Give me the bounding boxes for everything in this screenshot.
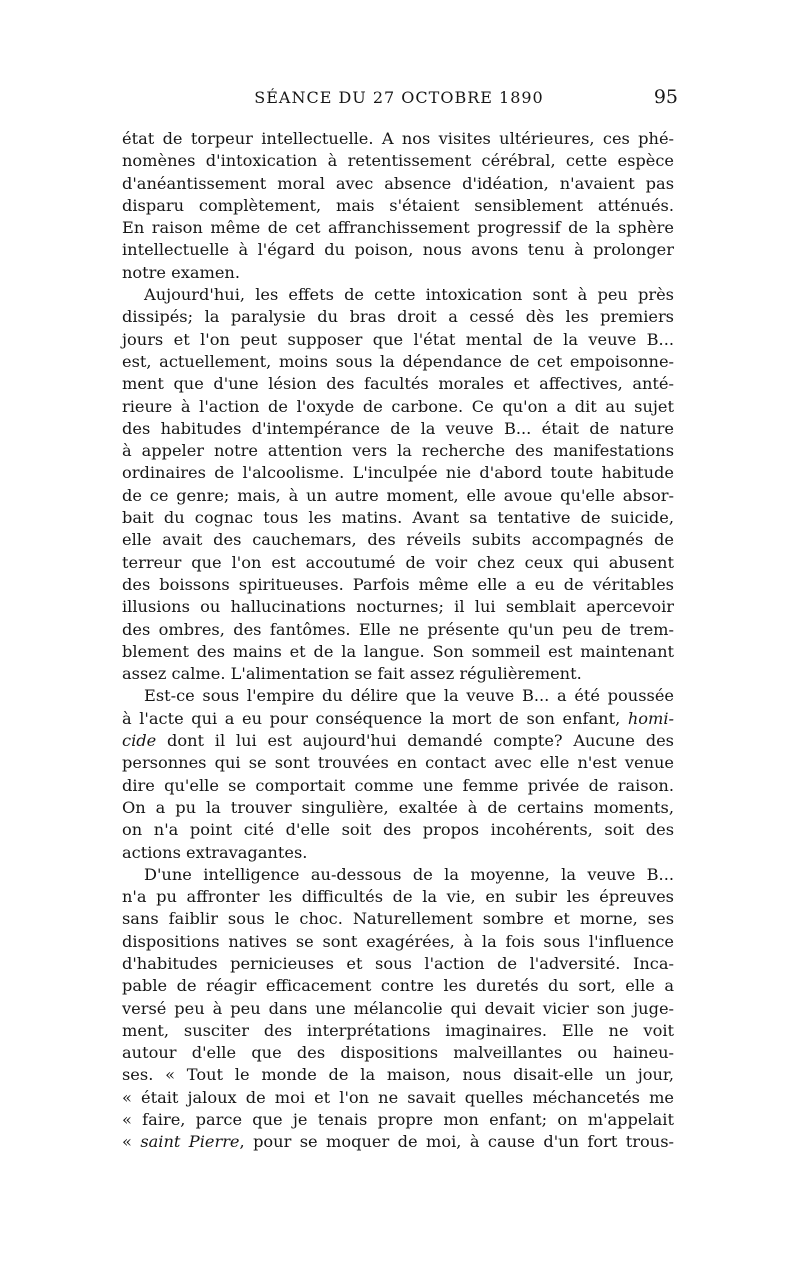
text-line-content: des habitudes d'intempérance de la veuve B... était de nature <box>122 418 674 438</box>
text-line <box>122 418 674 440</box>
text-line <box>122 619 674 641</box>
text-line <box>122 1020 674 1042</box>
text-line-content: pable de réagir efficacement contre les duretés du sort, elle a <box>122 976 674 996</box>
text-line <box>122 908 674 930</box>
text-line <box>122 1109 674 1131</box>
text-line-content: des ombres, des fantômes. Elle ne présente qu'un peu de trem- <box>122 619 674 639</box>
text-line-content: ment que d'une lésion des facultés morales et affectives, anté- <box>122 374 674 394</box>
italic-text: saint Pierre <box>140 1132 240 1152</box>
text-line <box>122 396 674 418</box>
italic-text: homi- <box>627 708 674 728</box>
text-line <box>122 953 674 975</box>
text-line <box>122 284 674 306</box>
text-line-content: n'a pu affronter les difficultés de la vie, en subir les épreuves <box>122 887 674 907</box>
text-line-content: notre examen. <box>122 262 240 282</box>
text-line <box>122 752 674 774</box>
text-line-content: ordinaires de l'alcoolisme. L'inculpée nie d'abord toute habitude <box>122 463 674 483</box>
text-line <box>122 440 674 462</box>
text-line-content: d'habitudes pernicieuses et sous l'action de l'adversité. Inca- <box>122 953 674 973</box>
text-line <box>122 485 674 507</box>
text-line <box>122 775 674 797</box>
text-line <box>122 998 674 1020</box>
text-line-content: disparu complètement, mais s'étaient sensiblement atténués. <box>122 195 674 215</box>
text-line-continuation: , pour se moquer de moi, à cause d'un fort trous- <box>239 1132 674 1152</box>
text-line-content: Aujourd'hui, les effets de cette intoxication sont à peu près <box>144 285 674 305</box>
text-line-content: terreur que l'on est accoutumé de voir chez ceux qui abusent <box>122 552 674 572</box>
text-line-content: jours et l'on peut supposer que l'état mental de la veuve B... <box>122 329 674 349</box>
text-line-content: dissipés; la paralysie du bras droit a cessé dès les premiers <box>122 307 674 327</box>
italic-text: cide <box>122 731 157 751</box>
text-line <box>122 842 674 864</box>
text-line <box>122 708 674 730</box>
running-head: SÉANCE DU 27 OCTOBRE 1890 <box>254 88 544 107</box>
text-line-content: nomènes d'intoxication à retentissement cérébral, cette espèce <box>122 151 674 171</box>
text-line <box>122 262 674 284</box>
text-line-content: on n'a point cité d'elle soit des propos incohérents, soit des <box>122 820 674 840</box>
text-line <box>122 975 674 997</box>
body-text <box>122 128 674 1154</box>
text-line-content: blement des mains et de la langue. Son sommeil est maintenant <box>122 641 674 661</box>
text-line <box>122 217 674 239</box>
text-line-content: bait du cognac tous les matins. Avant sa tentative de suicide, <box>122 508 674 528</box>
text-line <box>122 641 674 663</box>
text-line-content: à l'acte qui a eu pour conséquence la mort de son enfant, <box>122 708 628 728</box>
text-line-content: de ce genre; mais, à un autre moment, elle avoue qu'elle absor- <box>122 485 674 505</box>
text-line <box>122 150 674 172</box>
text-line-continuation: dont il lui est aujourd'hui demandé compte? Aucune des <box>156 731 674 751</box>
text-line <box>122 462 674 484</box>
text-line-content: « était jaloux de moi et l'on ne savait quelles méchancetés me <box>122 1087 674 1107</box>
text-line-content: assez calme. L'alimentation se fait assez régulièrement. <box>122 664 582 684</box>
text-line-content: des boissons spiritueuses. Parfois même elle a eu de véritables <box>122 574 674 594</box>
text-line <box>122 574 674 596</box>
text-line <box>122 329 674 351</box>
text-line-content: ment, susciter des interprétations imaginaires. Elle ne voit <box>122 1020 674 1040</box>
text-line <box>122 173 674 195</box>
text-line <box>122 864 674 886</box>
text-line <box>122 819 674 841</box>
text-line-content: D'une intelligence au-dessous de la moyenne, la veuve B... <box>144 864 674 884</box>
text-line <box>122 529 674 551</box>
text-line-content: « faire, parce que je tenais propre mon enfant; on m'appelait <box>122 1110 674 1130</box>
text-line-content: à appeler notre attention vers la recherche des manifestations <box>122 441 674 461</box>
text-line <box>122 1064 674 1086</box>
text-line-content: état de torpeur intellectuelle. A nos visites ultérieures, ces phé- <box>122 129 674 148</box>
text-line-content: illusions ou hallucinations nocturnes; il lui semblait apercevoir <box>122 597 674 617</box>
text-line <box>122 685 674 707</box>
text-line <box>122 1042 674 1064</box>
text-line-content: dispositions natives se sont exagérées, à la fois sous l'influence <box>122 931 674 951</box>
text-line-content: intellectuelle à l'égard du poison, nous avons tenu à prolonger <box>122 240 674 260</box>
text-line-content: En raison même de cet affranchissement progressif de la sphère <box>122 218 674 238</box>
text-line <box>122 931 674 953</box>
text-line-content: autour d'elle que des dispositions malveillantes ou haineu- <box>122 1043 674 1063</box>
text-line-content: Est-ce sous l'empire du délire que la veuve B... a été poussée <box>144 686 674 706</box>
text-line-content: est, actuellement, moins sous la dépendance de cet empoisonne- <box>122 351 674 371</box>
text-line <box>122 1131 674 1153</box>
text-line <box>122 195 674 217</box>
text-line-content: sans faiblir sous le choc. Naturellement sombre et morne, ses <box>122 909 674 929</box>
text-line-content: d'anéantissement moral avec absence d'idéation, n'avaient pas <box>122 173 674 193</box>
text-line-content: ses. « Tout le monde de la maison, nous disait-elle un jour, <box>122 1065 674 1085</box>
page-number: 95 <box>653 86 678 108</box>
text-line <box>122 730 674 752</box>
text-line <box>122 239 674 261</box>
text-line <box>122 373 674 395</box>
text-line-content: On a pu la trouver singulière, exaltée à de certains moments, <box>122 797 674 817</box>
text-line-content: actions extravagantes. <box>122 842 308 862</box>
text-line <box>122 1087 674 1109</box>
text-line <box>122 552 674 574</box>
text-line-content: rieure à l'action de l'oxyde de carbone. Ce qu'on a dit au sujet <box>122 396 674 416</box>
text-line <box>122 596 674 618</box>
text-line-content: dire qu'elle se comportait comme une femme privée de raison. <box>122 775 674 795</box>
page-header <box>120 88 678 118</box>
text-line <box>122 306 674 328</box>
text-line <box>122 507 674 529</box>
text-line-content: personnes qui se sont trouvées en contact avec elle n'est venue <box>122 753 674 773</box>
text-line-content: elle avait des cauchemars, des réveils subits accompagnés de <box>122 530 674 550</box>
text-line <box>122 663 674 685</box>
text-line <box>122 128 674 150</box>
text-line <box>122 886 674 908</box>
text-line-content: versé peu à peu dans une mélancolie qui devait vicier son juge- <box>122 998 674 1018</box>
text-line <box>122 797 674 819</box>
text-line-content: « <box>122 1132 141 1152</box>
text-line <box>122 351 674 373</box>
